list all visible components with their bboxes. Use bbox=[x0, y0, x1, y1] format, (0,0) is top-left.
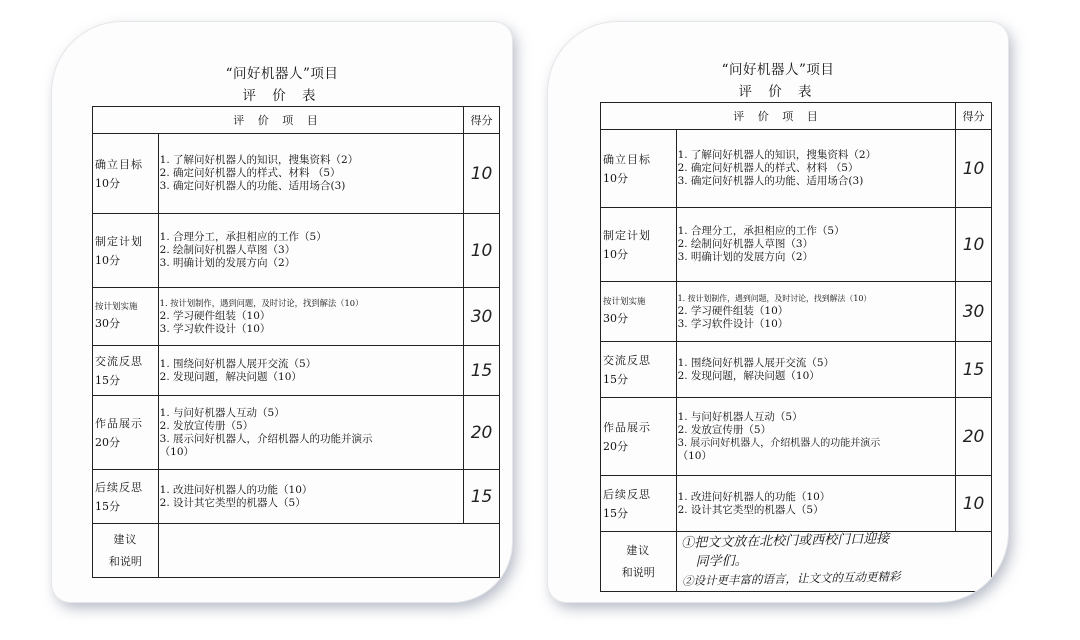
header-item: 评 价 项 目 bbox=[601, 103, 956, 130]
row-score: 15 bbox=[464, 470, 500, 524]
evaluation-table bbox=[600, 102, 992, 592]
row-score: 20 bbox=[956, 398, 992, 476]
row-items: 1. 与问好机器人互动（5） 2. 发放宣传册（5） 3. 展示问好机器人，介绍机器人的功能并演示 （10） bbox=[158, 396, 463, 470]
sheet-title: “问好机器人”项目 bbox=[225, 66, 339, 82]
table-header-row bbox=[93, 107, 500, 134]
table-row bbox=[601, 208, 992, 282]
header-score: 得分 bbox=[464, 107, 500, 134]
header-item: 评 价 项 目 bbox=[93, 107, 464, 134]
sheet-title: “问好机器人”项目 bbox=[721, 62, 835, 78]
notes-label: 建议 和说明 bbox=[93, 524, 159, 578]
handwritten-notes bbox=[681, 527, 993, 590]
row-category: 确立目标 10分 bbox=[93, 134, 159, 214]
table-row bbox=[93, 214, 500, 288]
row-score: 15 bbox=[464, 346, 500, 396]
table-row-notes bbox=[601, 532, 992, 592]
row-category: 按计划实施 30分 bbox=[601, 282, 677, 342]
note-line: ②设计更丰富的语言，让文文的互动更精彩 bbox=[681, 569, 901, 588]
table-row bbox=[601, 476, 992, 532]
row-score: 10 bbox=[464, 214, 500, 288]
row-score: 10 bbox=[956, 130, 992, 208]
note-line: 同学们。 bbox=[695, 553, 748, 570]
row-items: 1. 按计划制作，遇到问题，及时讨论，找到解法（10） 2. 学习硬件组装（10） 3. 学习软件设计（10） bbox=[676, 282, 955, 342]
row-score: 30 bbox=[464, 288, 500, 346]
row-category: 交流反思 15分 bbox=[93, 346, 159, 396]
table-row bbox=[93, 288, 500, 346]
notes-cell bbox=[158, 524, 499, 578]
row-items: 1. 改进问好机器人的功能（10） 2. 设计其它类型的机器人（5） bbox=[676, 476, 955, 532]
table-row bbox=[93, 134, 500, 214]
row-items: 1. 合理分工，承担相应的工作（5） 2. 绘制问好机器人草图（3） 3. 明确计划的发展方向（2） bbox=[158, 214, 463, 288]
table-row bbox=[93, 346, 500, 396]
row-items: 1. 围绕问好机器人展开交流（5） 2. 发现问题，解决问题（10） bbox=[158, 346, 463, 396]
row-score: 15 bbox=[956, 342, 992, 398]
row-items: 1. 合理分工，承担相应的工作（5） 2. 绘制问好机器人草图（3） 3. 明确计划的发展方向（2） bbox=[676, 208, 955, 282]
note-line: ①把文文放在北校门或西校门口迎接 bbox=[680, 531, 889, 551]
row-category: 交流反思 15分 bbox=[601, 342, 677, 398]
row-items: 1. 了解问好机器人的知识，搜集资料（2） 2. 确定问好机器人的样式、材料 （5） 3. 确定问好机器人的功能、适用场合(3) bbox=[158, 134, 463, 214]
sheet-subtitle: 评 价 表 bbox=[738, 84, 818, 100]
table-row bbox=[601, 282, 992, 342]
table-row bbox=[601, 130, 992, 208]
table-row bbox=[93, 396, 500, 470]
row-category: 确立目标 10分 bbox=[601, 130, 677, 208]
row-items: 1. 改进问好机器人的功能（10） 2. 设计其它类型的机器人（5） bbox=[158, 470, 463, 524]
notes-label: 建议 和说明 bbox=[601, 532, 677, 592]
notes-cell bbox=[676, 532, 991, 592]
row-items: 1. 与问好机器人互动（5） 2. 发放宣传册（5） 3. 展示问好机器人，介绍机器人的功能并演示 （10） bbox=[676, 398, 955, 476]
row-items: 1. 了解问好机器人的知识，搜集资料（2） 2. 确定问好机器人的样式、材料 （5） 3. 确定问好机器人的功能、适用场合(3) bbox=[676, 130, 955, 208]
row-category: 制定计划 10分 bbox=[601, 208, 677, 282]
evaluation-table bbox=[92, 106, 500, 578]
row-items: 1. 按计划制作，遇到问题，及时讨论，找到解法（10） 2. 学习硬件组装（10） 3. 学习软件设计（10） bbox=[158, 288, 463, 346]
row-score: 10 bbox=[956, 208, 992, 282]
row-score: 20 bbox=[464, 396, 500, 470]
table-row-notes bbox=[93, 524, 500, 578]
table-row bbox=[93, 470, 500, 524]
row-score: 10 bbox=[464, 134, 500, 214]
evaluation-sheet-right bbox=[548, 22, 1008, 602]
row-score: 30 bbox=[956, 282, 992, 342]
row-items: 1. 围绕问好机器人展开交流（5） 2. 发现问题，解决问题（10） bbox=[676, 342, 955, 398]
row-category: 后续反思 15分 bbox=[601, 476, 677, 532]
row-score: 10 bbox=[956, 476, 992, 532]
row-category: 按计划实施 30分 bbox=[93, 288, 159, 346]
evaluation-sheet-left bbox=[52, 22, 512, 602]
table-header-row bbox=[601, 103, 992, 130]
header-score: 得分 bbox=[956, 103, 992, 130]
row-category: 后续反思 15分 bbox=[93, 470, 159, 524]
row-category: 作品展示 20分 bbox=[601, 398, 677, 476]
sheet-subtitle: 评 价 表 bbox=[242, 88, 322, 104]
table-row bbox=[601, 398, 992, 476]
row-category: 作品展示 20分 bbox=[93, 396, 159, 470]
row-category: 制定计划 10分 bbox=[93, 214, 159, 288]
table-row bbox=[601, 342, 992, 398]
